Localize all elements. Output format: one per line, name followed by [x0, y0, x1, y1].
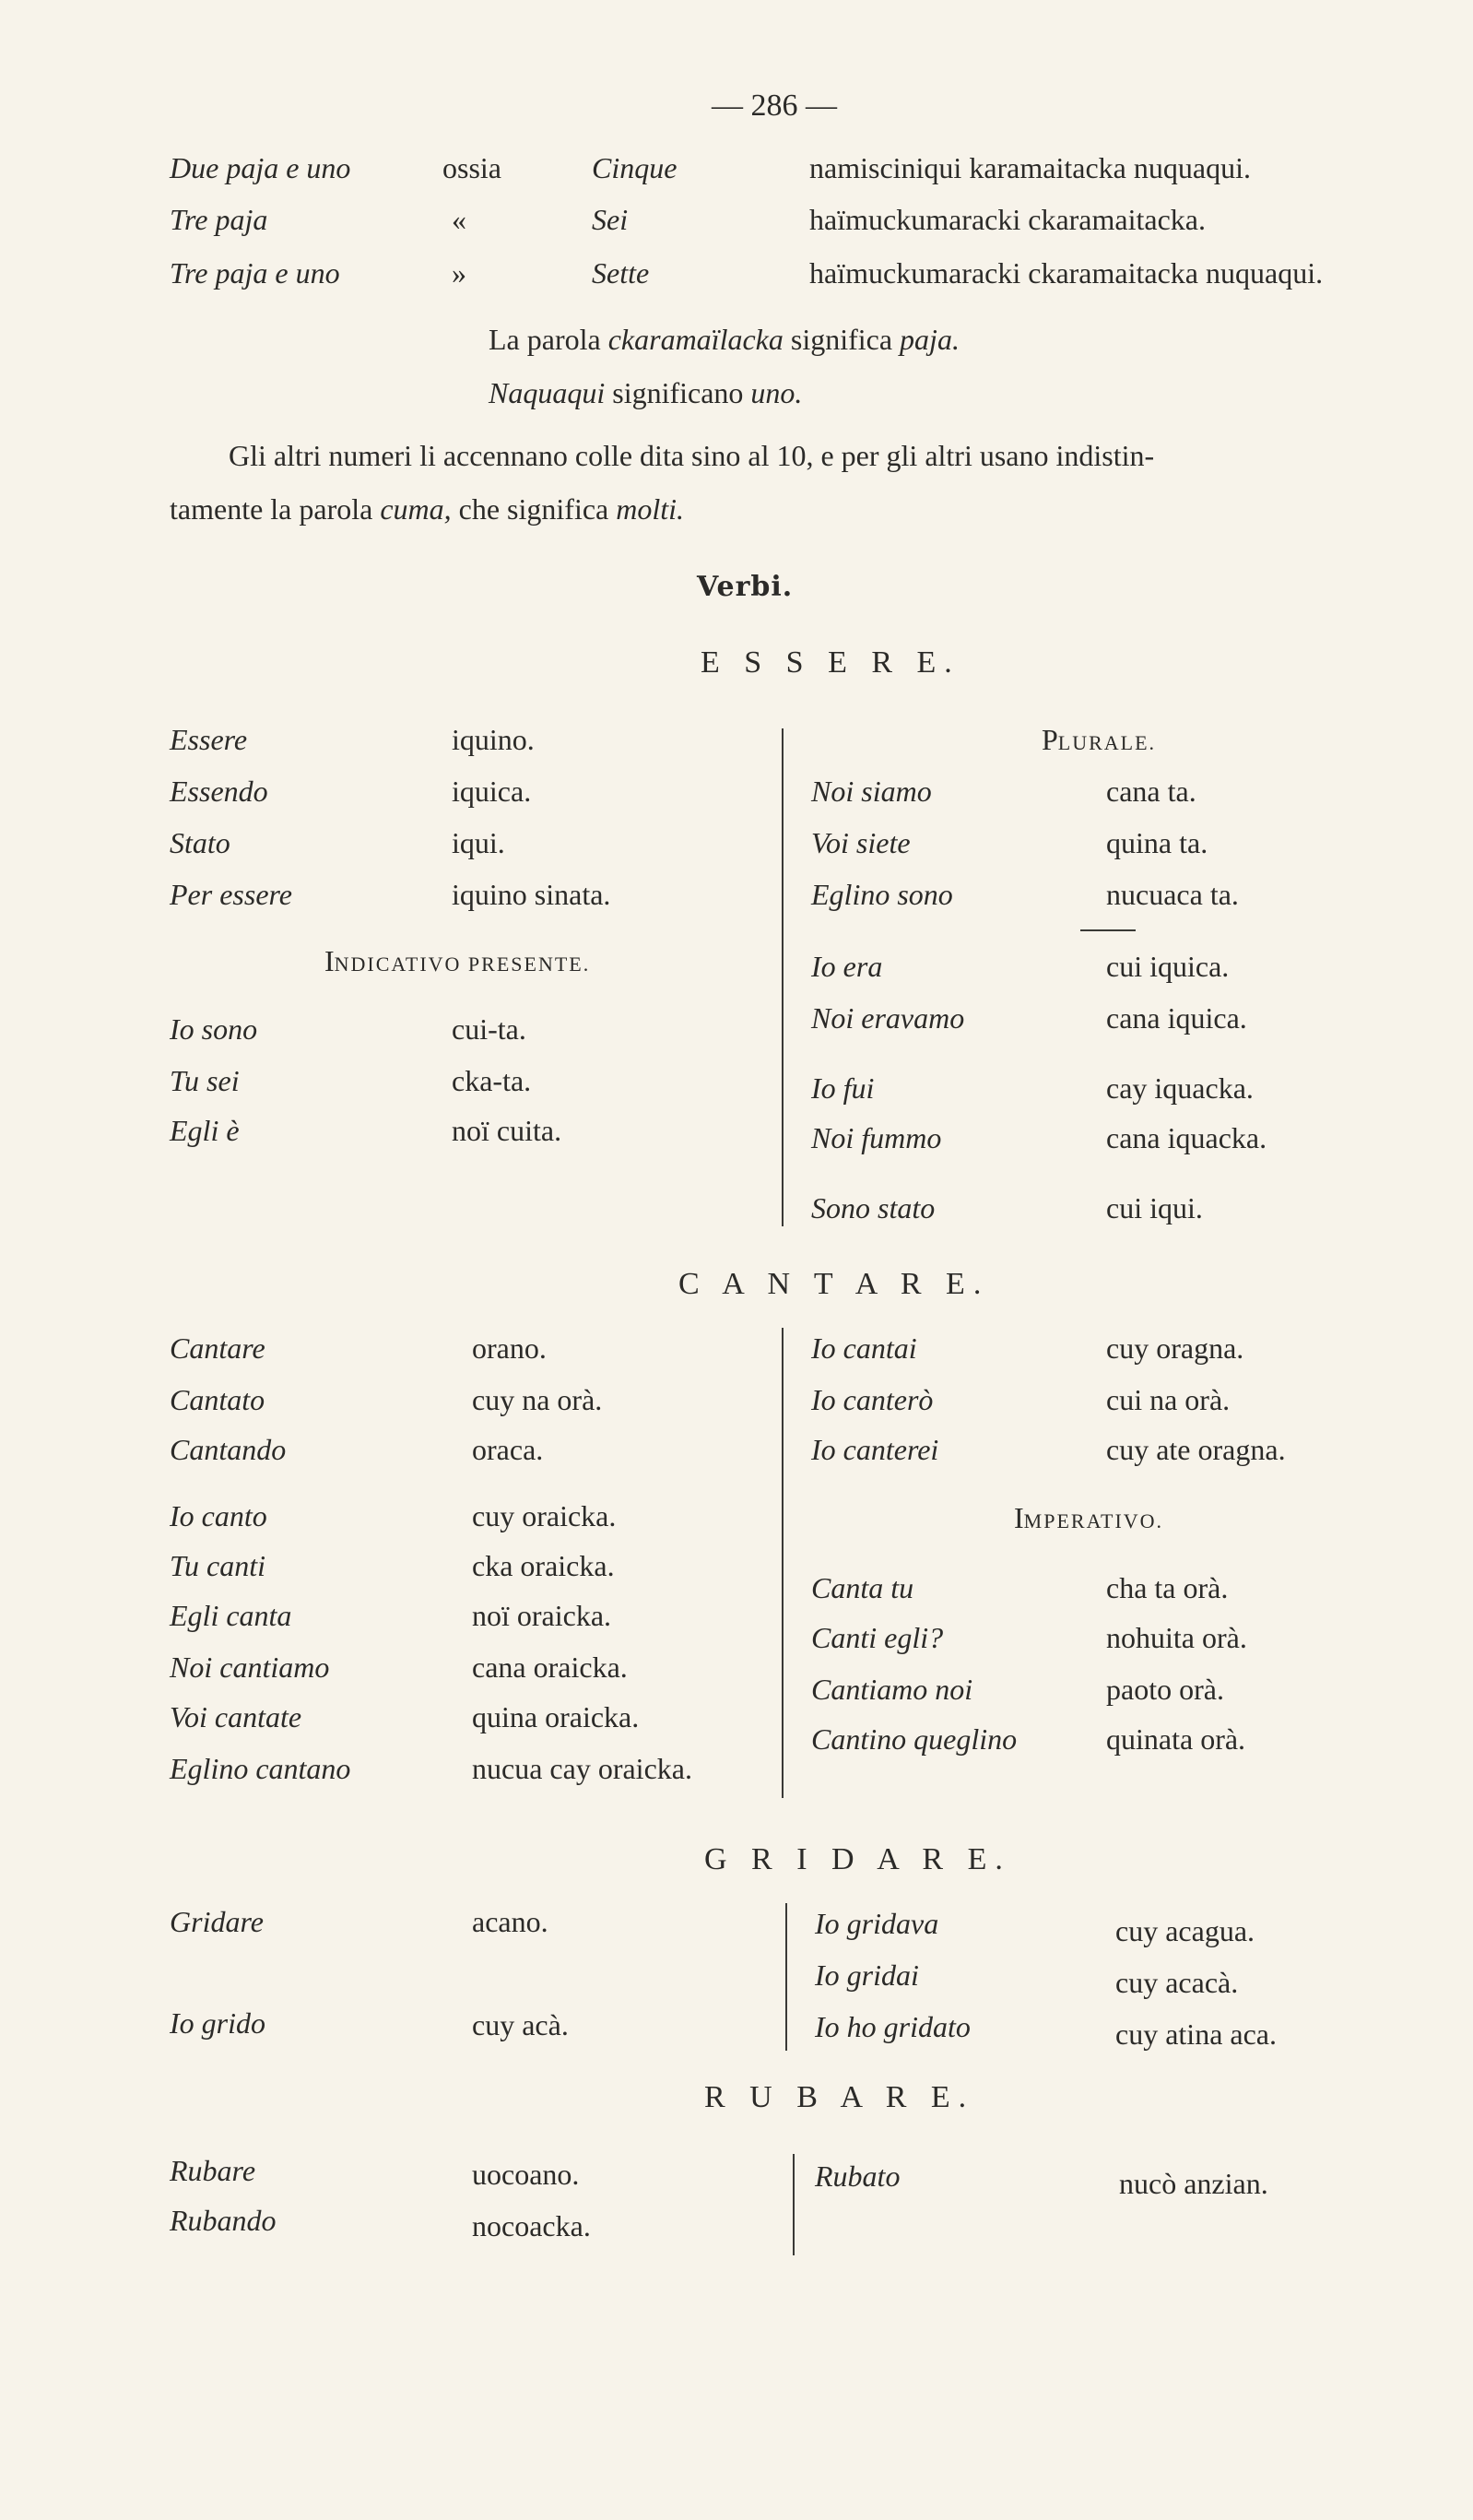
note-paragraph-line2	[170, 494, 684, 524]
verb-translation: iquica.	[452, 775, 532, 808]
verb-translation: acano.	[472, 1905, 548, 1938]
note-text: che significa	[458, 492, 609, 526]
verb-translation: cui na orà.	[1106, 1383, 1231, 1416]
verb-form: Eglino cantano	[170, 1752, 351, 1785]
verb-translation: cana iquacka.	[1106, 1121, 1267, 1154]
verb-heading-cantare: C A N T A R E.	[678, 1267, 990, 1301]
verb-form: Essere	[170, 723, 248, 756]
verb-translation: cui iquica.	[1106, 950, 1230, 983]
number-translation: namisciniqui karamaitacka nuquaqui.	[809, 151, 1251, 184]
number-translation: haïmuckumaracki ckaramaitacka nuquaqui.	[809, 256, 1324, 290]
column-divider	[782, 728, 784, 1226]
verb-form: Voi cantate	[170, 1700, 302, 1733]
subheading-imperativo	[1014, 1503, 1163, 1532]
verb-form: Cantare	[170, 1331, 265, 1365]
verb-translation: nucò anzian.	[1119, 2167, 1268, 2200]
verb-form: Noi siamo	[811, 775, 932, 808]
verb-translation: cui iqui.	[1106, 1191, 1203, 1225]
verb-form: Cantiamo noi	[811, 1673, 973, 1706]
note-term: cuma,	[380, 492, 452, 526]
note-text: significa	[790, 323, 893, 356]
smallcap-rest: NDICATIVO PRESENTE.	[334, 952, 591, 976]
subheading-indicativo	[324, 946, 590, 976]
number-word: Sei	[592, 203, 629, 236]
column-divider	[782, 1328, 784, 1798]
note-paragraph-line1: Gli altri numeri li accennano colle dita sino al 10, e per gli altri usano indistin-	[229, 439, 1155, 472]
verb-translation: cuy atina aca.	[1115, 2017, 1277, 2051]
verb-translation: cuy acacà.	[1115, 1966, 1239, 1999]
verb-translation: uocoano.	[472, 2158, 580, 2191]
note-term: Naquaqui	[489, 376, 606, 409]
number-italian: Tre paja	[170, 203, 268, 236]
note-line2	[489, 378, 802, 408]
verb-translation: cui-ta.	[452, 1012, 526, 1046]
note-term: uno.	[750, 376, 803, 409]
number-ossia: ossia	[442, 151, 501, 184]
verb-translation: cana ta.	[1106, 775, 1196, 808]
verb-translation: iquino.	[452, 723, 535, 756]
verb-heading-rubare: R U B A R E.	[704, 2080, 975, 2114]
verb-translation: cuy oraicka.	[472, 1499, 617, 1532]
verb-translation: iqui.	[452, 826, 505, 859]
number-word: Cinque	[592, 151, 678, 184]
verb-translation: quina ta.	[1106, 826, 1208, 859]
verb-translation: orano.	[472, 1331, 547, 1365]
verb-translation: oraca.	[472, 1433, 544, 1466]
smallcap-initial: P	[1042, 723, 1058, 756]
verb-form: Io gridai	[815, 1958, 919, 1992]
verb-translation: nucuaca ta.	[1106, 878, 1239, 911]
verb-form: Rubando	[170, 2204, 277, 2237]
page-number: — 286 —	[712, 89, 837, 123]
verb-translation: cuy na orà.	[472, 1383, 603, 1416]
verb-form: Stato	[170, 826, 230, 859]
verb-form: Io cantai	[811, 1331, 917, 1365]
note-text: La parola	[489, 323, 601, 356]
note-line1	[489, 325, 960, 354]
number-ditto: «	[452, 203, 466, 236]
number-ditto: »	[452, 256, 466, 290]
verb-form: Canta tu	[811, 1571, 914, 1604]
verb-form: Sono stato	[811, 1191, 936, 1225]
verb-translation: paoto orà.	[1106, 1673, 1224, 1706]
verb-form: Rubare	[170, 2154, 256, 2187]
verb-heading-gridare: G R I D A R E.	[704, 1842, 1011, 1876]
verb-form: Tu sei	[170, 1064, 240, 1097]
verb-translation: cana iquica.	[1106, 1001, 1247, 1035]
verb-form: Gridare	[170, 1905, 264, 1938]
verb-form: Tu canti	[170, 1549, 266, 1582]
verb-form: Io canterei	[811, 1433, 939, 1466]
column-divider	[793, 2154, 795, 2255]
verb-heading-essere: E S S E R E.	[701, 645, 960, 680]
note-text: significano	[612, 376, 744, 409]
verb-form: Canti egli?	[811, 1621, 944, 1654]
verb-form: Io gridava	[815, 1907, 939, 1940]
verb-form: Rubato	[815, 2159, 901, 2193]
verb-form: Io fui	[811, 1071, 875, 1105]
verb-translation: cuy oragna.	[1106, 1331, 1244, 1365]
smallcap-rest: LURALE.	[1057, 731, 1157, 754]
verb-translation: cana oraicka.	[472, 1650, 628, 1684]
verb-translation: cha ta orà.	[1106, 1571, 1229, 1604]
number-italian: Tre paja e uno	[170, 256, 340, 290]
verb-form: Voi siete	[811, 826, 911, 859]
verb-form: Noi cantiamo	[170, 1650, 330, 1684]
section-heading-verbi: Verbi.	[697, 571, 794, 603]
verb-form: Io ho gridato	[815, 2010, 971, 2043]
smallcap-rest: MPERATIVO.	[1023, 1509, 1164, 1532]
number-translation: haïmuckumaracki ckaramaitacka.	[809, 203, 1206, 236]
verb-translation: cuy acà.	[472, 2008, 569, 2041]
smallcap-initial: I	[1014, 1501, 1024, 1534]
verb-form: Io canto	[170, 1499, 267, 1532]
verb-translation: cka oraicka.	[472, 1549, 615, 1582]
verb-translation: nucua cay oraicka.	[472, 1752, 692, 1785]
verb-translation: quinata orà.	[1106, 1722, 1246, 1756]
note-term: paja.	[900, 323, 960, 356]
verb-form: Eglino sono	[811, 878, 953, 911]
note-term: ckaramaïlacka	[607, 323, 784, 356]
verb-form: Noi eravamo	[811, 1001, 965, 1035]
verb-translation: cka-ta.	[452, 1064, 532, 1097]
verb-translation: noï oraicka.	[472, 1599, 612, 1632]
verb-translation: cuy acagua.	[1115, 1914, 1255, 1947]
verb-form: Cantato	[170, 1383, 265, 1416]
number-word: Sette	[592, 256, 650, 290]
verb-translation: nohuita orà.	[1106, 1621, 1247, 1654]
verb-form: Cantino queglino	[811, 1722, 1018, 1756]
verb-form: Io canterò	[811, 1383, 934, 1416]
verb-translation: cuy ate oragna.	[1106, 1433, 1286, 1466]
verb-translation: nocoacka.	[472, 2209, 591, 2242]
subheading-plurale	[1042, 725, 1156, 754]
verb-form: Essendo	[170, 775, 268, 808]
number-italian: Due paja e uno	[170, 151, 351, 184]
note-text: tamente la parola	[170, 492, 373, 526]
verb-form: Noi fummo	[811, 1121, 942, 1154]
verb-translation: cay iquacka.	[1106, 1071, 1254, 1105]
verb-form: Egli è	[170, 1114, 240, 1147]
verb-form: Cantando	[170, 1433, 287, 1466]
verb-translation: noï cuita.	[452, 1114, 562, 1147]
verb-form: Per essere	[170, 878, 292, 911]
verb-translation: quina oraicka.	[472, 1700, 640, 1733]
verb-translation: iquino sinata.	[452, 878, 611, 911]
verb-form: Egli canta	[170, 1599, 292, 1632]
verb-form: Io era	[811, 950, 883, 983]
column-divider	[785, 1903, 787, 2051]
note-term: molti.	[616, 492, 685, 526]
verb-form: Io sono	[170, 1012, 258, 1046]
smallcap-initial: I	[324, 944, 335, 977]
separator-dash	[1080, 929, 1136, 931]
verb-form: Io grido	[170, 2006, 265, 2040]
